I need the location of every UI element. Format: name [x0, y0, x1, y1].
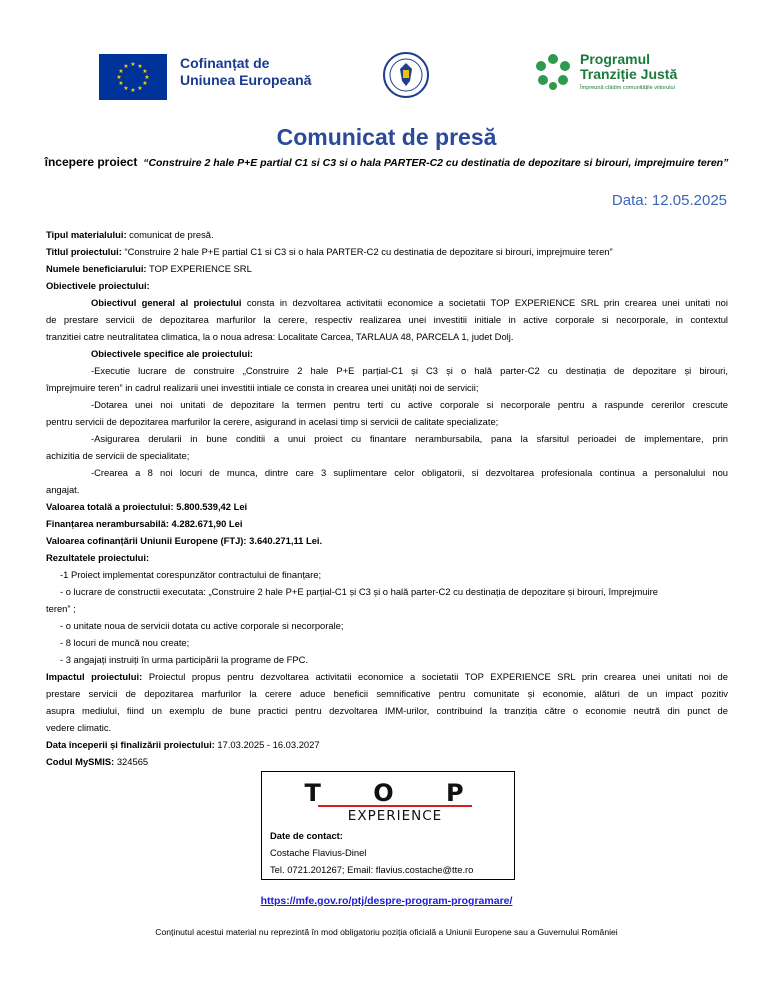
page-title: Comunicat de presă	[276, 124, 497, 150]
specific-objective-line: achizitia de servicii de specialitate;	[46, 450, 190, 461]
general-objective-line: de prestare servicii de depozitarea marfurilor la cerere, respectiv realizarea unei investitii initiale in active corporale si necorporale, in contextul	[46, 314, 728, 325]
specific-objective-line: împrejmuire teren” in cadrul realizarii unei investitii intiale ce consta in crearea unei unități noi de servicii;	[46, 382, 479, 393]
eu-cofinancing-text	[180, 55, 311, 89]
ptj-title	[580, 52, 677, 82]
specific-objective-line: pentru servicii de depozitarea marfurilor la cerere, asigurand in acelasi timp si servicii de calitate specializate;	[46, 416, 499, 427]
project-title-line: Titlul proiectului: “Construire 2 hale P+E partial C1 si C3 si o hala PARTER-C2 cu destinatia de depozitare si birouri, imprejmuire teren”	[46, 246, 613, 257]
results-heading: Rezultatele proiectului:	[46, 552, 150, 563]
specific-objective-line: -Asigurarea derularii in bune conditii a unui proiect cu finantare nerambursabila, pana la sfarsitul perioadei de implementare, prin	[91, 433, 728, 444]
specific-objective-line: -Crearea a 8 noi locuri de munca, dintre care 3 suplimentare celor obligatorii, si dezvoltarea profesionala continua a personalului nou	[91, 467, 728, 478]
contact-phone-email: Tel. 0721.201267; Email: flavius.costache@tte.ro	[270, 864, 474, 875]
subtitle-project-name: “Construire 2 hale P+E partial C1 si C3 si o hala PARTER-C2 cu destinatia de depozitare si birouri, imprejmuire teren”	[143, 157, 729, 169]
svg-text:★: ★	[118, 68, 124, 75]
total-value-line: Valoarea totală a proiectului: 5.800.539,42 Lei	[46, 501, 248, 512]
result-line: - o lucrare de constructii executata: „Construire 2 hale P+E parțial-C1 și C3 și o hală parter-C2 cu destinația de depozitare și birouri, împrejmuire	[60, 586, 658, 597]
top-experience-logo	[304, 779, 486, 824]
ptj-flower-icon	[532, 52, 574, 92]
svg-text:★: ★	[137, 63, 143, 70]
svg-text:★: ★	[130, 61, 136, 68]
specific-objectives-heading: Obiectivele specifice ale proiectului:	[91, 348, 254, 359]
result-line: - o unitate noua de servicii dotata cu active corporale si necorporale;	[60, 620, 344, 631]
romanian-government-seal-icon	[382, 51, 430, 99]
general-objective-line: tranzitiei catre neutralitatea climatica, la o noua adresa: Localitate Carcea, TARLAUA 48, PARCELA 1, judet Dolj.	[46, 331, 514, 342]
mysmis-code-line: Codul MySMIS: 324565	[46, 756, 149, 767]
specific-objective-line: -Dotarea unei noi unitati de depozitare la termen pentru terti cu active corporale si necorporale pentru a raspunde cererilor crescute	[91, 399, 728, 410]
impact-line: prestare servicii de depozitarea marfurilor la cerere aduce beneficii semnificative pentru comunitate și economie, alături de un impact pozitiv	[46, 688, 728, 699]
svg-text:★: ★	[144, 74, 150, 81]
contact-label: Date de contact:	[270, 830, 343, 841]
ptj-subtitle: Împreună clădim comunitățile viitorului	[580, 85, 675, 91]
svg-text:★: ★	[116, 74, 122, 81]
nonrefundable-funding-line: Finanțarea nerambursabilă: 4.282.671,90 Lei	[46, 518, 243, 529]
svg-text:★: ★	[123, 63, 129, 70]
svg-text:★: ★	[123, 85, 129, 92]
svg-text:★: ★	[142, 68, 148, 75]
eu-text-line1: Cofinanțat de	[180, 55, 270, 71]
disclaimer: Conținutul acestui material nu reprezintă în mod obligatoriu poziția oficială a Uniunii Europene sau a Guvernului României	[155, 927, 618, 937]
specific-objective-line: angajat.	[46, 484, 80, 495]
impact-line: vedere climatic.	[46, 722, 112, 733]
svg-text:★: ★	[142, 80, 148, 87]
eu-text-line2: Uniunea Europeană	[180, 72, 312, 88]
subtitle-lead: începere proiect	[44, 155, 138, 169]
beneficiary-line: Numele beneficiarului: TOP EXPERIENCE SRL	[46, 263, 252, 274]
ptj-title-line2: Tranziție Justă	[580, 66, 678, 82]
impact-line: Impactul proiectului: Proiectul propus pentru dezvoltarea activitatii economice a societatii TOP EXPERIENCE SRL prin crearea unei unitati noi de	[46, 671, 728, 682]
svg-text:★: ★	[118, 80, 124, 87]
ptj-title-line1: Programul	[580, 51, 651, 67]
eu-cofinancing-line: Valoarea cofinanțării Uniunii Europene (FTJ): 3.640.271,11 Lei.	[46, 535, 323, 546]
general-objective-line: Obiectivul general al proiectului consta in dezvoltarea activitatii economice a societatii TOP EXPERIENCE SRL prin crearea unei unitati noi	[91, 297, 728, 308]
material-type-line: Tipul materialului: comunicat de presă.	[46, 229, 214, 240]
svg-text:★: ★	[130, 87, 136, 94]
result-line: teren” ;	[46, 603, 76, 614]
eu-flag-icon	[99, 54, 167, 100]
program-link[interactable]: https://mfe.gov.ro/ptj/despre-program-programare/	[260, 895, 513, 907]
result-line: - 3 angajați instruiți în urma participării la programe de FPC.	[60, 654, 309, 665]
logo-top-text: T O P	[304, 779, 486, 807]
press-date: Data: 12.05.2025	[611, 192, 727, 209]
objectives-heading: Obiectivele proiectului:	[46, 280, 150, 291]
logo-bottom-text: EXPERIENCE	[347, 808, 443, 824]
contact-name: Costache Flavius-Dinel	[270, 847, 367, 858]
project-period-line: Data începerii și finalizării proiectului: 17.03.2025 - 16.03.2027	[46, 739, 320, 750]
impact-line: asupra mediului, fiind un exemplu de bune practici pentru dezvoltarea IMM-urilor, contribuind la tranziția către o economie neutră din punct de	[46, 705, 728, 716]
result-line: -1 Proiect implementat corespunzător contractului de finanțare;	[60, 569, 322, 580]
result-line: - 8 locuri de muncă nou create;	[60, 637, 190, 648]
page-subtitle	[0, 155, 773, 169]
svg-text:★: ★	[137, 85, 143, 92]
specific-objective-line: -Executie lucrare de construire „Construire 2 hale P+E parțial-C1 și C3 și o hală parter-C2 cu destinația de depozitare și birouri,	[91, 365, 728, 376]
